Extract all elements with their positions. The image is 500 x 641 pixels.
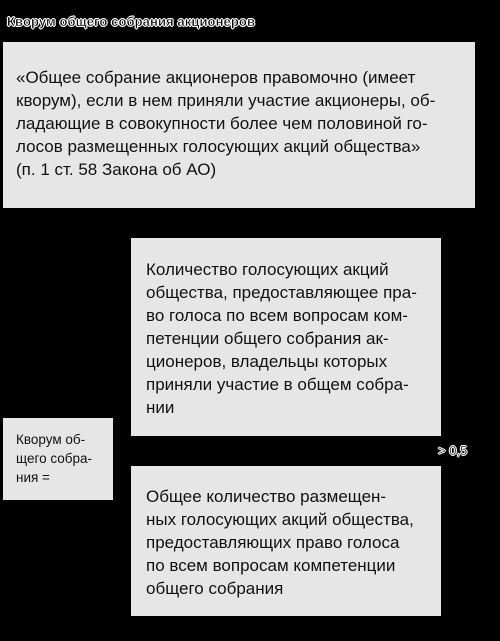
numerator-line: приняли участие в общем собра- <box>146 375 409 394</box>
numerator-line: ционеров, владельцы которых <box>146 352 388 371</box>
quote-line: (п. 1 ст. 58 Закона об АО) <box>16 160 217 179</box>
numerator-box <box>131 238 441 436</box>
quorum-label-line: щего собра- <box>16 451 93 466</box>
quorum-label-box <box>3 418 113 500</box>
denominator-line: общего собрания <box>146 579 284 598</box>
denominator-line: по всем вопросам компетенции <box>146 556 396 575</box>
numerator-line: Количество голосующих акций <box>146 260 389 279</box>
numerator-line: петенции общего собрания ак- <box>146 329 389 348</box>
numerator-line: во голоса по всем вопросам ком- <box>146 306 408 325</box>
quote-line: лосов размещенных голосующих акций общества» <box>16 137 421 156</box>
quote-line: «Общее собрание акционеров правомочно (имеет <box>16 68 416 87</box>
denominator-line: ных голосующих акций общества, <box>146 510 414 529</box>
numerator-line: общества, предоставляющее пра- <box>146 283 417 302</box>
denominator-line: предоставляющих право голоса <box>146 533 400 552</box>
denominator-line: Общее количество размещен- <box>146 487 387 506</box>
law-quote-box <box>3 42 475 208</box>
quorum-label-line: ния = <box>16 470 50 485</box>
quorum-label-line: Кворум об- <box>16 432 86 447</box>
denominator-box <box>131 466 441 616</box>
quote-line: ладающие в совокупности более чем половиной го- <box>16 114 428 133</box>
page-title: Кворум общего собрания акционеров <box>7 14 256 29</box>
ratio-condition: > 0,5 <box>438 443 468 458</box>
numerator-line: нии <box>146 398 175 417</box>
quote-line: кворум), если в нем приняли участие акционеры, об- <box>16 91 436 110</box>
